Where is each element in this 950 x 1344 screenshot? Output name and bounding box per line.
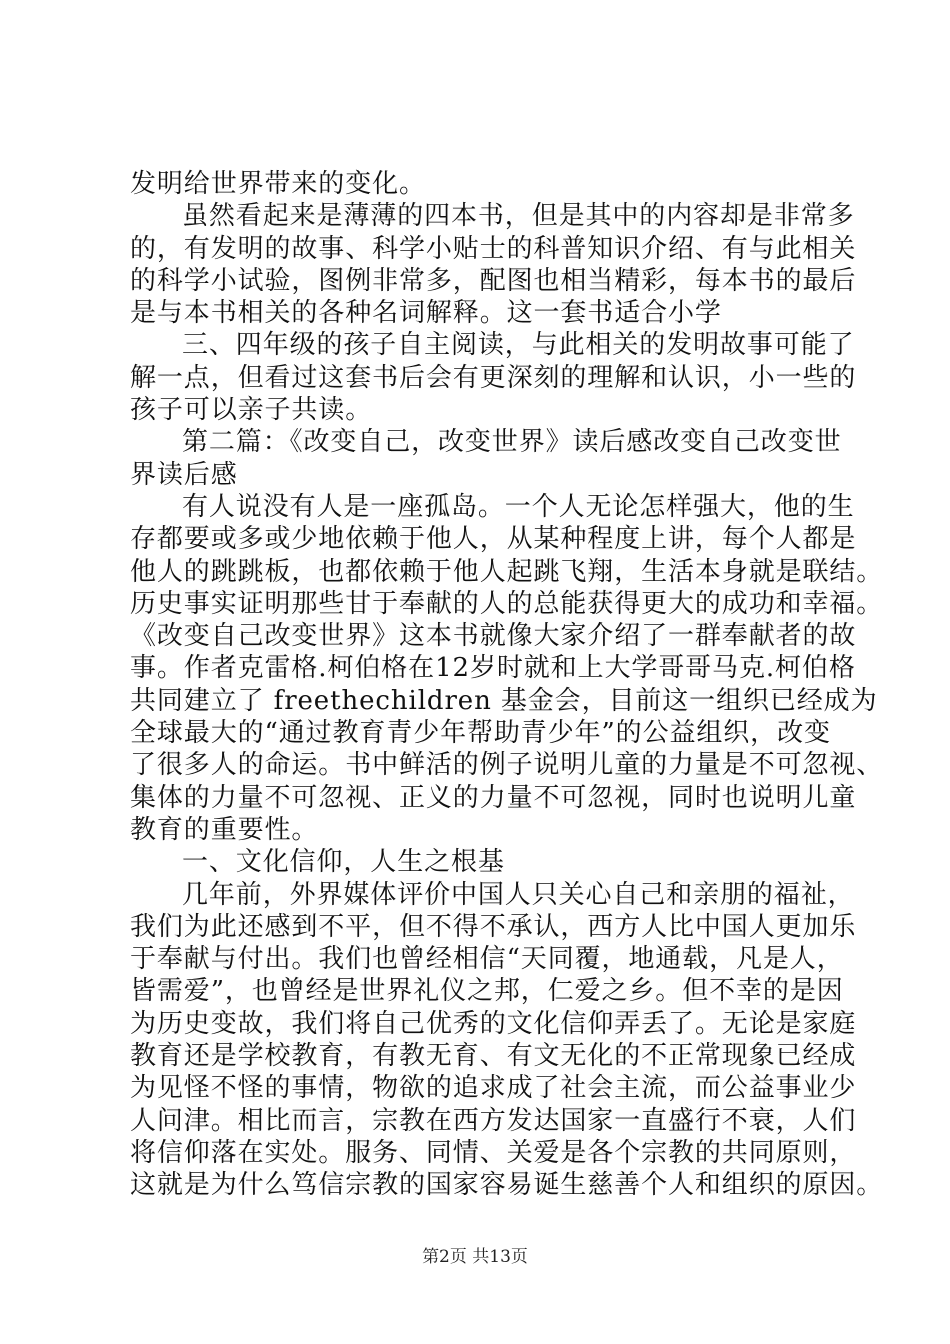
text-line: 的科学小试验，图例非常多，配图也相当精彩，每本书的最后 [130, 265, 857, 296]
text-line: 一、文化信仰，人生之根基 [182, 847, 505, 878]
text-line: 全球最大的“通过教育青少年帮助青少年”的公益组织，改变 [130, 718, 831, 749]
text-line: 为见怪不怪的事情，物欲的追求成了社会主流，而公益事业少 [130, 1073, 857, 1104]
text-line: 教育的重要性。 [130, 814, 319, 845]
text-line: 有人说没有人是一座孤岛。一个人无论怎样强大，他的生 [182, 491, 855, 522]
text-line: 几年前，外界媒体评价中国人只关心自己和亲朋的福祉， [182, 879, 855, 910]
text-line: 他人的跳跳板，也都依赖于他人起跳飞翔，生活本身就是联结。 [130, 556, 884, 587]
text-line: 集体的力量不可忽视、正义的力量不可忽视，同时也说明儿童 [130, 782, 857, 813]
text-line: 是与本书相关的各种名词解释。这一套书适合小学 [130, 298, 722, 329]
text-line: 孩子可以亲子共读。 [130, 395, 373, 426]
page-footer [0, 1242, 950, 1267]
text-line: 我们为此还感到不平，但不得不承认，西方人比中国人更加乐 [130, 911, 857, 942]
text-line: 历史事实证明那些甘于奉献的人的总能获得更大的成功和幸福。 [130, 588, 884, 619]
text-line: 了很多人的命运。书中鲜活的例子说明儿童的力量是不可忽视、 [130, 750, 884, 781]
text-line: 发明给世界带来的变化。 [130, 169, 426, 199]
text-line: 将信仰落在实处。服务、同情、关爱是各个宗教的共同原则， [130, 1137, 857, 1168]
text-line: 虽然看起来是薄薄的四本书，但是其中的内容却是非常多 [182, 201, 855, 232]
text-line: 的，有发明的故事、科学小贴士的科普知识介绍、有与此相关 [130, 233, 857, 264]
text-line: 解一点，但看过这套书后会有更深刻的理解和认识，小一些的 [130, 362, 857, 393]
text-line: 第二篇：《改变自己，改变世界》读后感改变自己改变世 [182, 427, 842, 458]
page-number-label: 第2页 共13页 [422, 1247, 528, 1267]
text-line: 事。作者克雷格.柯伯格在12岁时就和上大学哥哥马克.柯伯格 [130, 653, 856, 684]
text-line: 人问津。相比而言，宗教在西方发达国家一直盛行不衰，人们 [130, 1105, 857, 1136]
text-line: 《改变自己改变世界》这本书就像大家介绍了一群奉献者的故 [130, 621, 857, 652]
text-line: 皆需爱”，也曾经是世界礼仪之邦，仁爱之乡。但不幸的是因 [130, 976, 844, 1007]
text-line: 界读后感 [130, 459, 238, 490]
document-body [130, 168, 884, 1202]
text-line: 共同建立了 freethechildren 基金会，目前这一组织已经成为 [130, 685, 878, 716]
text-line: 为历史变故，我们将自己优秀的文化信仰弄丢了。无论是家庭 [130, 1008, 857, 1039]
text-line: 存都要或多或少地依赖于他人，从某种程度上讲，每个人都是 [130, 524, 857, 555]
text-line: 这就是为什么笃信宗教的国家容易诞生慈善个人和组织的原因。 [130, 1170, 884, 1201]
text-line: 三、四年级的孩子自主阅读，与此相关的发明故事可能了 [182, 330, 855, 361]
text-line: 教育还是学校教育，有教无育、有文无化的不正常现象已经成 [130, 1041, 857, 1072]
text-line: 于奉献与付出。我们也曾经相信“天同覆，地通载，凡是人， [130, 944, 844, 975]
